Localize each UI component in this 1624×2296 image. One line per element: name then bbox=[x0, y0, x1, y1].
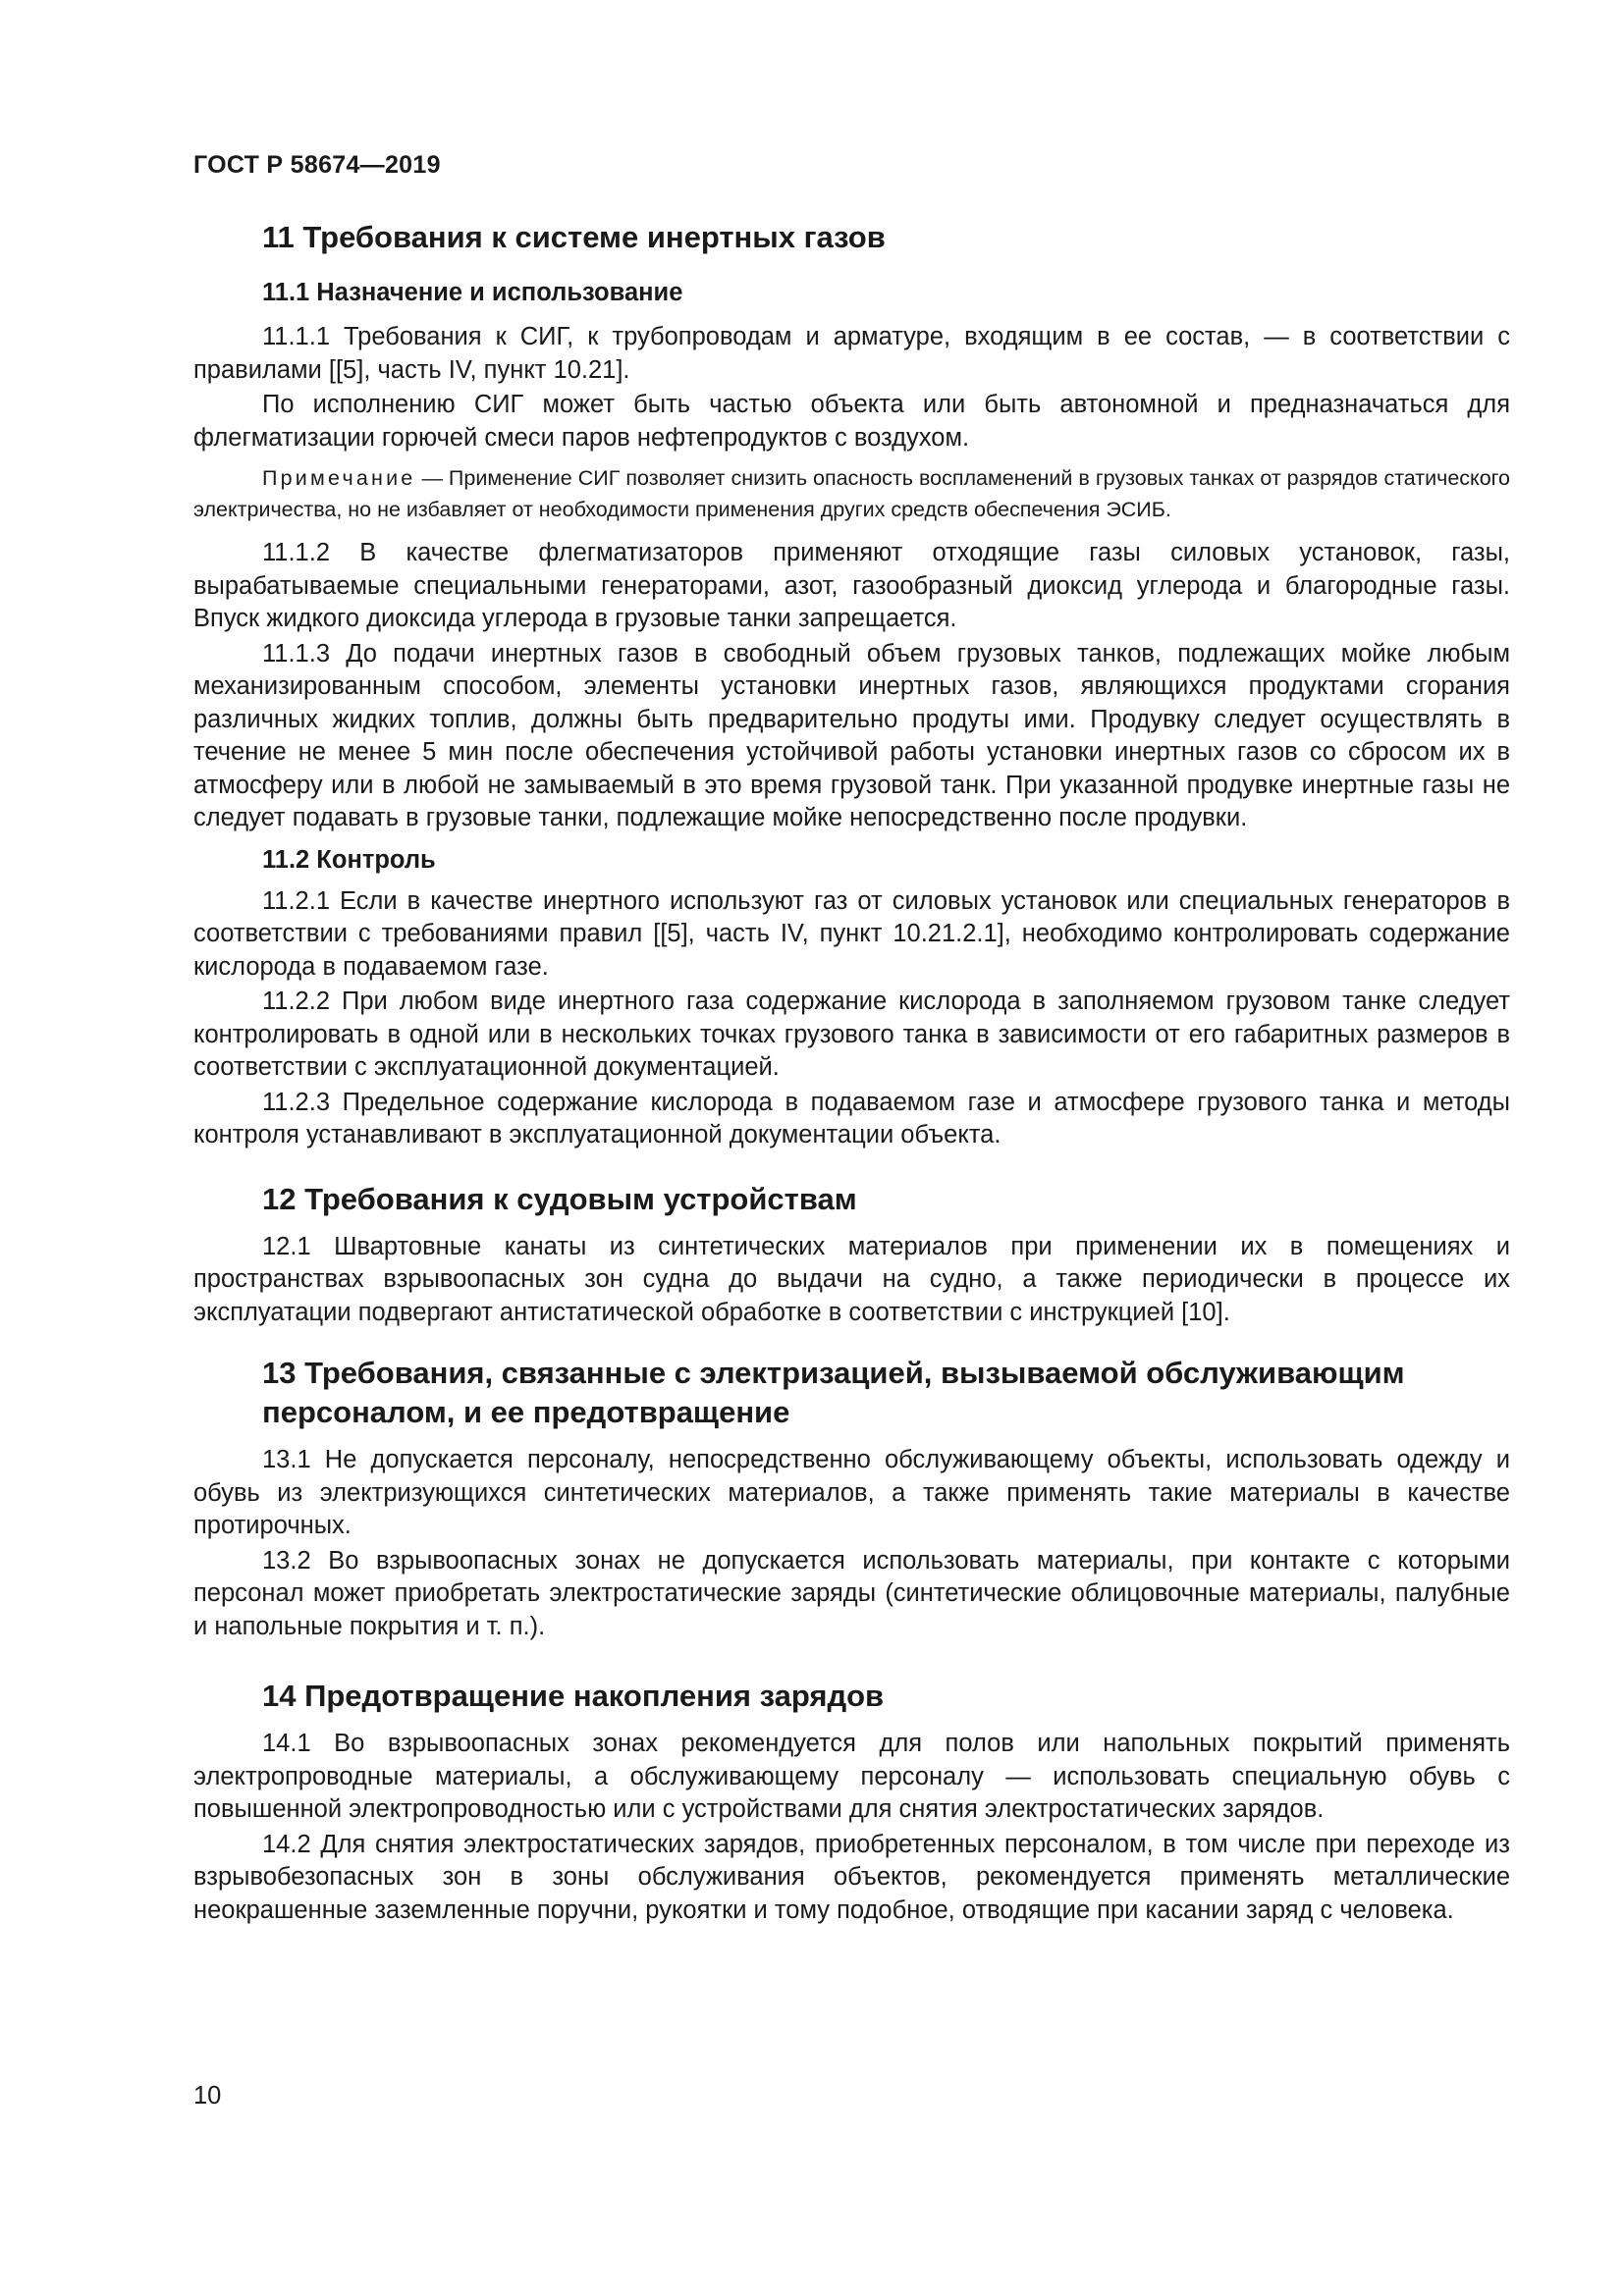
note-paragraph bbox=[193, 462, 1510, 525]
document-id-header: ГОСТ Р 58674—2019 bbox=[193, 151, 441, 179]
paragraph-11-1-1: 11.1.1 Требования к СИГ, к трубопроводам и арматуре, входящим в ее состав, — в соответствии с правилами [[5], часть IV, пункт 10.21]. bbox=[193, 323, 1510, 384]
note-text: — Применение СИГ позволяет снизить опасность воспламенений в грузовых танках от разрядов статического электричества, но не избавляет от необходимости применения других средств обеспечения ЭСИБ. bbox=[193, 466, 1510, 521]
page-content bbox=[193, 218, 1510, 1927]
subsection-11-2-heading: 11.2 Контроль bbox=[262, 845, 436, 874]
paragraph-11-2-2: 11.2.2 При любом виде инертного газа содержание кислорода в заполняемом грузовом танке следует контролировать в одной или в нескольких точках грузового танка в зависимости от его габаритных размеров в соответствии с эксплуатационной документацией. bbox=[193, 988, 1510, 1081]
paragraph-13-1: 13.1 Не допускается персоналу, непосредственно обслуживающему объекты, использовать одежду и обувь из электризующихся синтетических материалов, а также применять такие материалы в качестве протирочных. bbox=[193, 1446, 1510, 1539]
subsection-11-1-heading: 11.1 Назначение и использование bbox=[262, 279, 683, 306]
paragraph-execution: По исполнению СИГ может быть частью объекта или быть автономной и предназначаться для флегматизации горючей смеси паров нефтепродуктов с воздухом. bbox=[193, 391, 1510, 452]
section-12-heading: 12 Требования к судовым устройствам bbox=[262, 1181, 857, 1216]
paragraph-14-1: 14.1 Во взрывоопасных зонах рекомендуется для полов или напольных покрытий применять электропроводные материалы, а обслуживающему персоналу — использовать специальную обувь с повышенной электропроводностью или с устройствами для снятия электростатических зарядов. bbox=[193, 1730, 1510, 1823]
paragraph-13-2: 13.2 Во взрывоопасных зонах не допускается использовать материалы, при контакте с которыми персонал может приобретать электростатические заряды (синтетические облицовочные материалы, палубные и напольные покрытия и т. п.). bbox=[193, 1546, 1510, 1640]
paragraph-11-1-3: 11.1.3 До подачи инертных газов в свободный объем грузовых танков, подлежащих мойке любым механизированным способом, элементы установки инертных газов, являющихся продуктами сгорания различных жидких топлив, должны быть предварительно продуты ими. Продувку следует осуществлять в течение не менее 5 мин после обеспечения устойчивой работы установки инертных газов со сбросом их в атмосферу или в любой не замываемый в это время грузовой танк. При указанной продувке инертные газы не следует подавать в грузовые танки, подлежащие мойке непосредственно после продувки. bbox=[193, 639, 1510, 831]
section-14-heading: 14 Предотвращение накопления зарядов bbox=[262, 1679, 885, 1713]
paragraph-11-2-3: 11.2.3 Предельное содержание кислорода в подаваемом газе и атмосфере грузового танка и методы контроля устанавливают в эксплуатационной документации объекта. bbox=[193, 1088, 1510, 1148]
paragraph-12-1: 12.1 Швартовные канаты из синтетических материалов при применении их в помещениях и пространствах взрывоопасных зон судна до выдачи на судно, а также периодически в процессе их эксплуатации подвергают антистатической обработке в соответствии с инструкцией [10]. bbox=[193, 1232, 1510, 1326]
paragraph-14-2: 14.2 Для снятия электростатических зарядов, приобретенных персоналом, в том числе при переходе из взрывобезопасных зон в зоны обслуживания объектов, рекомендуется применять металлические неокрашенные заземленные поручни, рукоятки и тому подобное, отводящие при касании заряд с человека. bbox=[193, 1830, 1510, 1924]
page-number: 10 bbox=[193, 2082, 222, 2109]
section-11-heading: 11 Требования к системе инертных газов bbox=[262, 220, 886, 254]
paragraph-11-1-2: 11.1.2 В качестве флегматизаторов применяют отходящие газы силовых установок, газы, вырабатываемые специальными генераторами, азот, газообразный диоксид углерода и благородные газы. Впуск жидкого диоксида углерода в грузовые танки запрещается. bbox=[193, 539, 1510, 632]
section-13-heading: 13 Требования, связанные с электризацией, вызываемой обслуживающим персоналом, и ее предотвращение bbox=[262, 1356, 1405, 1429]
paragraph-11-2-1: 11.2.1 Если в качестве инертного используют газ от силовых установок или специальных генераторов в соответствии с требованиями правил [[5], часть IV, пункт 10.21.2.1], необходимо контролировать содержание кислорода в подаваемом газе. bbox=[193, 886, 1510, 981]
note-label: Примечание bbox=[262, 466, 416, 490]
